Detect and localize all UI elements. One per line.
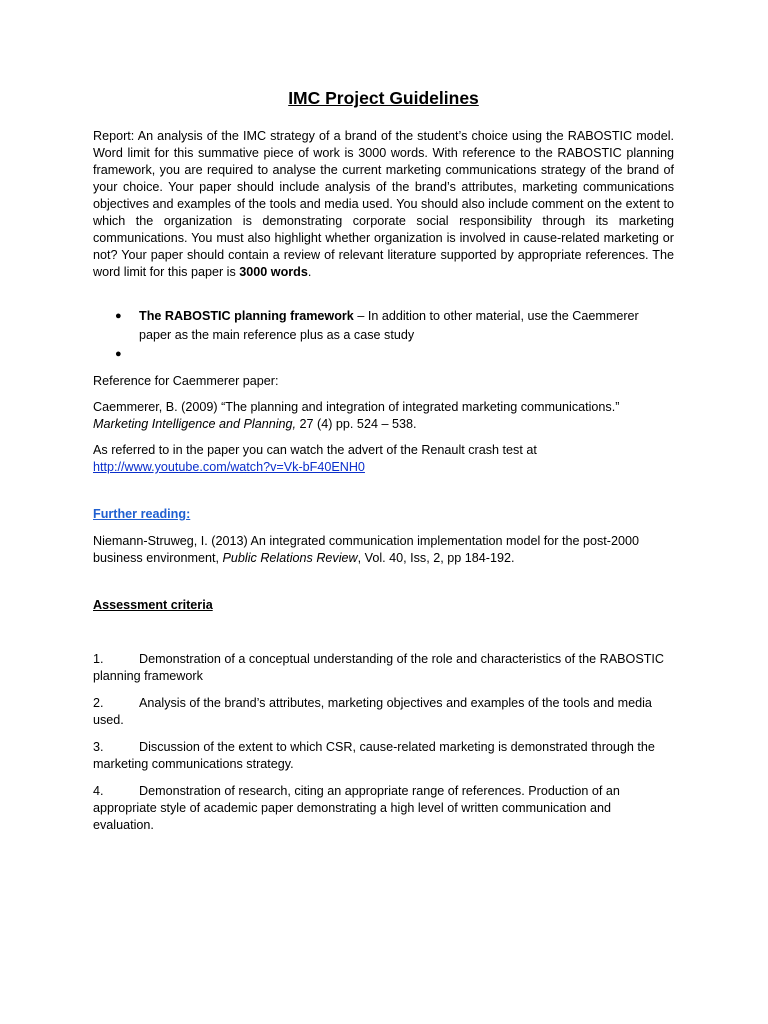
further-reading-heading: Further reading: <box>93 507 191 521</box>
bullet-list <box>93 307 674 364</box>
reference-heading: Reference for Caemmerer paper: <box>93 374 279 388</box>
niemann-text: Niemann-Struweg, I. (2013) An integrated communication implementation model for the post-2000 business environment, <box>93 534 640 565</box>
advert-paragraph <box>93 442 674 476</box>
niemann-details: , Vol. 40, Iss, 2, pp 184-192. <box>357 551 515 565</box>
bullet-text: – In addition to other material, use the Caemmerer paper as the main reference plus as a case study <box>139 309 639 342</box>
report-end: . <box>307 265 312 279</box>
report-word-limit: 3000 words <box>239 265 308 279</box>
criterion-item <box>93 651 674 685</box>
assessment-heading: Assessment criteria <box>93 598 213 612</box>
youtube-link[interactable]: http://www.youtube.com/watch?v=Vk-bF40ENH0 <box>93 460 365 474</box>
criteria-list <box>93 651 674 834</box>
criterion-text: Demonstration of research, citing an appropriate range of references. Production of an appropriate style of academic paper demonstrating a high level of written communication and evaluation. <box>93 784 620 832</box>
report-paragraph <box>93 128 674 281</box>
caemmerer-citation <box>93 399 674 433</box>
criterion-number: 2. <box>93 696 104 710</box>
advert-text: As referred to in the paper you can watch the advert of the Renault crash test at <box>93 443 537 457</box>
caemmerer-line1: Caemmerer, B. (2009) “The planning and integration of integrated marketing communications.” <box>93 400 620 414</box>
criterion-item <box>93 695 674 729</box>
report-text: Report: An analysis of the IMC strategy of a brand of the student’s choice using the RABOSTIC model. Word limit for this summative piece of work is 3000 words. With reference to the RABOSTIC planning framework, you are required to analyse the current marketing communications strategy of the brand of your choice. Your paper should include analysis of the brand’s attributes, marketing communications objectives and examples of the tools and media used. You should also include comment on the extent to which the organization is demonstrating corporate social responsibility through its marketing communications. You must also highlight whether organization is involved in cause-related marketing or not? Your paper should contain a review of relevant literature supported by appropriate references. The word limit for this paper is <box>93 129 674 279</box>
bullet-icon: ● <box>115 348 122 360</box>
document-body <box>93 86 674 844</box>
niemann-citation <box>93 533 674 567</box>
niemann-journal: Public Relations Review <box>222 551 358 565</box>
bullet-bold-text: The RABOSTIC planning framework <box>139 309 354 323</box>
criterion-number: 4. <box>93 784 104 798</box>
criterion-number: 1. <box>93 652 104 666</box>
criterion-text: Analysis of the brand’s attributes, marketing objectives and examples of the tools and media used. <box>93 696 652 727</box>
bullet-item <box>93 345 674 364</box>
caemmerer-journal: Marketing Intelligence and Planning, <box>93 417 297 431</box>
bullet-icon: ● <box>115 310 122 322</box>
bullet-item <box>93 307 674 345</box>
page-title: IMC Project Guidelines <box>288 88 479 108</box>
criterion-item <box>93 783 674 834</box>
criterion-number: 3. <box>93 740 104 754</box>
criterion-text: Discussion of the extent to which CSR, cause-related marketing is demonstrated through the marketing communications strategy. <box>93 740 655 771</box>
criterion-item <box>93 739 674 773</box>
caemmerer-details: 27 (4) pp. 524 – 538. <box>296 417 417 431</box>
criterion-text: Demonstration of a conceptual understanding of the role and characteristics of the RABOSTIC planning framework <box>93 652 665 683</box>
